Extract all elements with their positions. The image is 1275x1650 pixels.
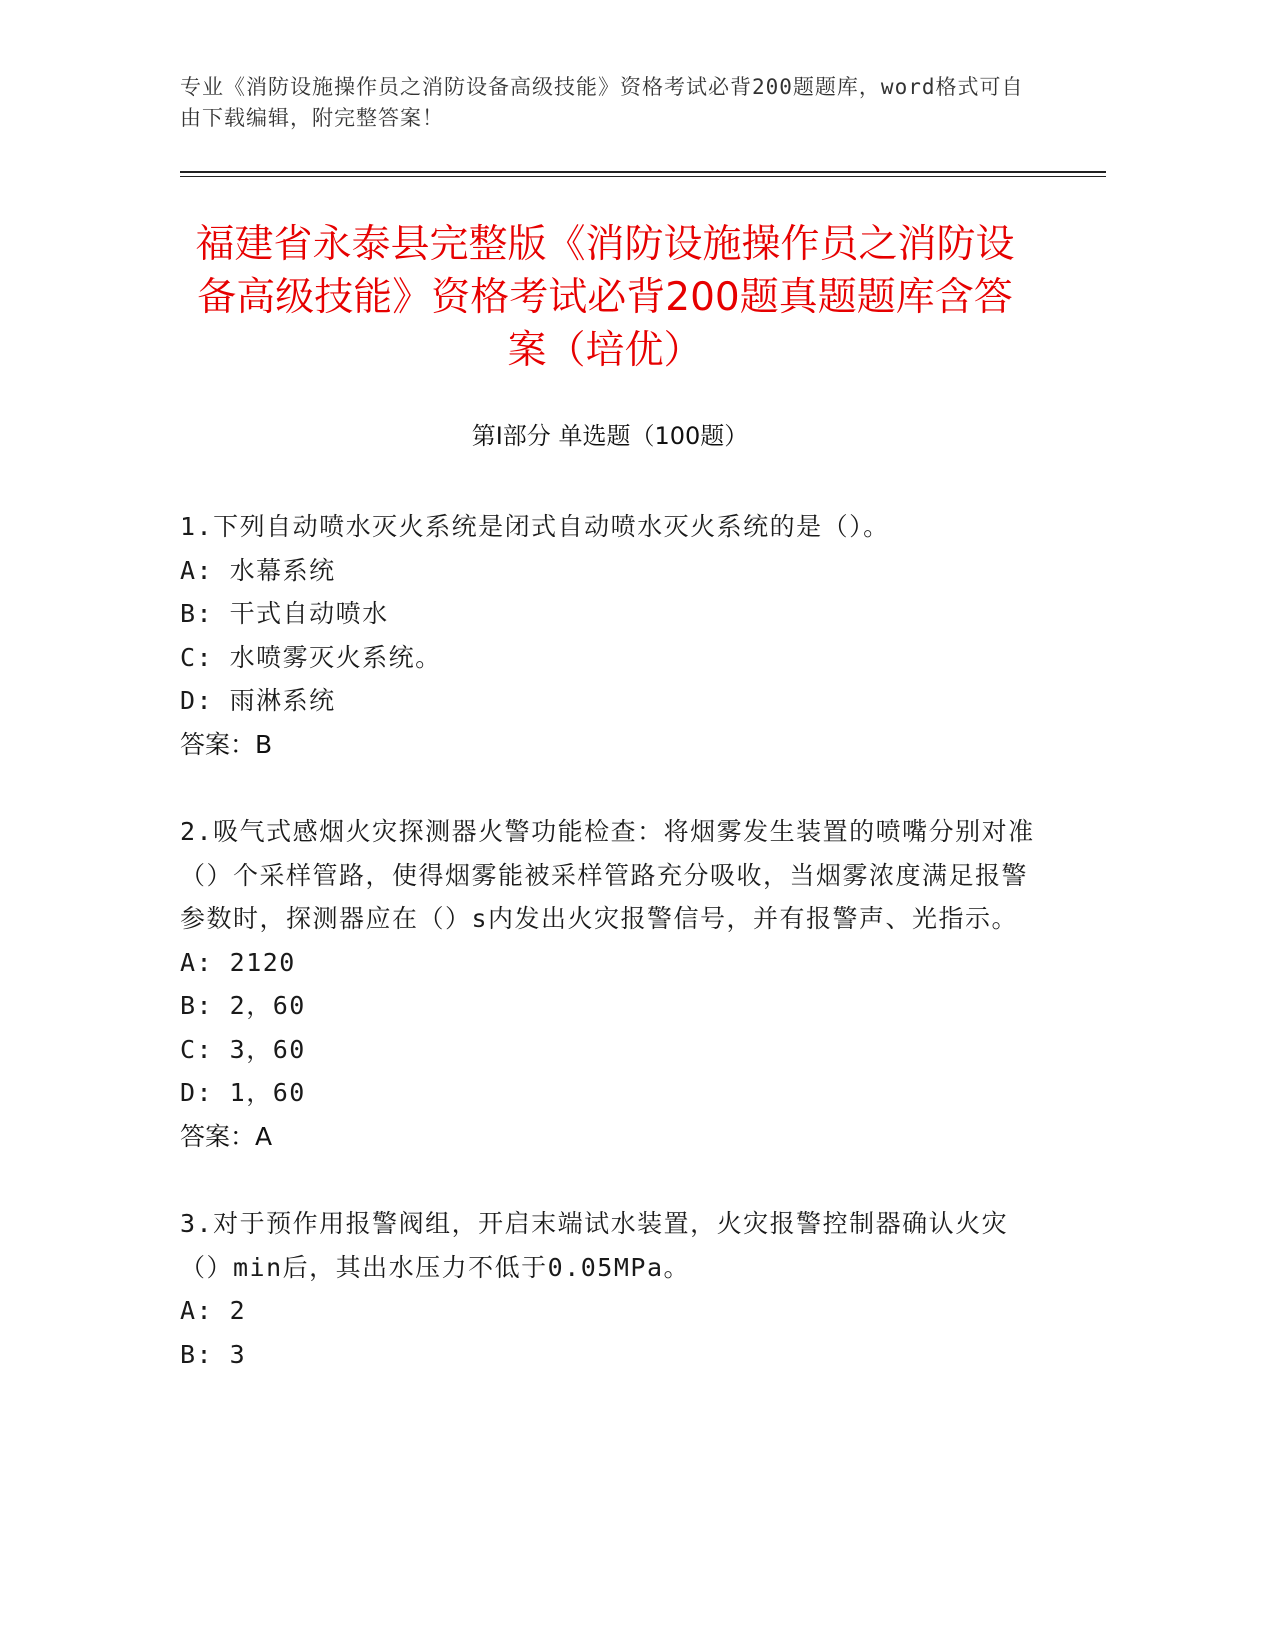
option-a: A: 2 (180, 1296, 247, 1325)
question-2 (180, 810, 1040, 1158)
option-b: B: 2，60 (180, 991, 306, 1020)
option-d: D: 雨淋系统 (180, 686, 336, 715)
question-answer: 答案：B (180, 729, 273, 759)
option-a: A: 水幕系统 (180, 555, 336, 585)
question-answer: 答案：A (180, 1121, 273, 1151)
question-text: 3.对于预作用报警阀组，开启末端试水装置，火灾报警控制器确认火灾（）min后，其出水压力不低于0.05MPa。 (180, 1209, 1009, 1282)
section-title: 第Ⅰ部分 单选题（100题） (471, 422, 749, 450)
header-divider-thick (180, 171, 1106, 173)
option-b: B: 3 (180, 1339, 247, 1369)
header-divider-thin (180, 176, 1106, 177)
question-text: 2.吸气式感烟火灾探测器火警功能检查：将烟雾发生装置的喷嘴分别对准（）个采样管路，使得烟雾能被采样管路充分吸收，当烟雾浓度满足报警参数时，探测器应在（）s内发出火灾报警信号，并有报警声、光指示。 (180, 817, 1035, 933)
document-title: 福建省永泰县完整版《消防设施操作员之消防设备高级技能》资格考试必背200题真题题库含答案（培优） (195, 222, 1015, 373)
question-1 (180, 505, 1040, 766)
option-c: C: 3，60 (180, 1034, 306, 1064)
question-text: 1.下列自动喷水灭火系统是闭式自动喷水灭火系统的是（）。 (180, 512, 890, 541)
header-note: 专业《消防设施操作员之消防设备高级技能》资格考试必背200题题库，word格式可自由下载编辑，附完整答案！ (180, 75, 1024, 130)
option-d: D: 1，60 (180, 1078, 306, 1107)
question-3 (180, 1202, 1040, 1376)
option-b: B: 干式自动喷水 (180, 599, 389, 628)
option-a: A: 2120 (180, 947, 296, 977)
option-c: C: 水喷雾灭火系统。 (180, 642, 442, 672)
question-list (180, 505, 1040, 1420)
